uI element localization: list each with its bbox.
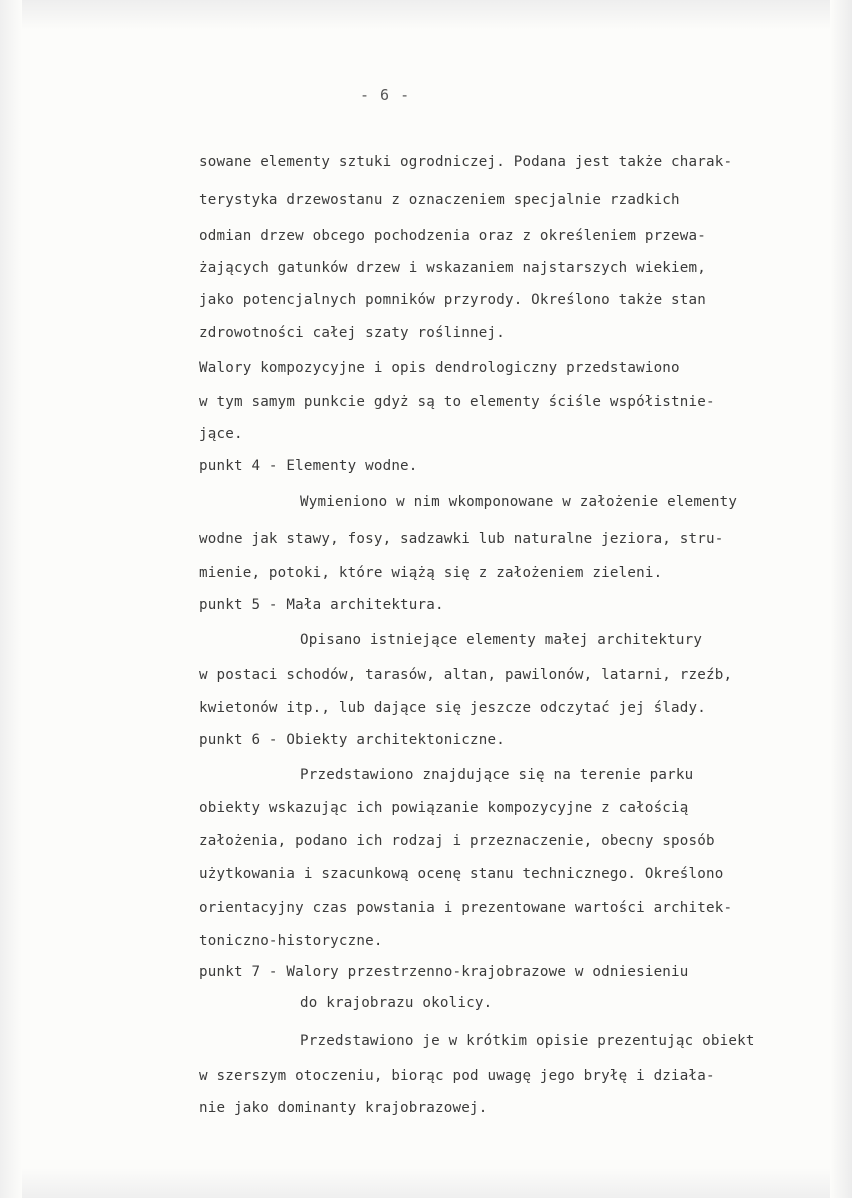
text-line: w postaci schodów, tarasów, altan, pawilonów, latarni, rzeźb, — [199, 667, 733, 683]
text-line: użytkowania i szacunkową ocenę stanu technicznego. Określono — [199, 866, 724, 882]
scan-border-bottom — [0, 1168, 852, 1198]
text-line: Wymieniono w nim wkomponowane w założenie elementy — [300, 494, 738, 510]
text-line: Przedstawiono znajdujące się na terenie parku — [300, 767, 694, 783]
text-line: w szerszym otoczeniu, biorąc pod uwagę jego bryłę i działa- — [199, 1068, 715, 1084]
text-line: zdrowotności całej szaty roślinnej. — [199, 325, 505, 341]
text-line: Walory kompozycyjne i opis dendrologiczny przedstawiono — [199, 360, 680, 376]
text-line: w tym samym punkcie gdyż są to elementy ściśle współistnie- — [199, 394, 715, 410]
text-line: jące. — [199, 426, 243, 442]
text-line: wodne jak stawy, fosy, sadzawki lub naturalne jeziora, stru- — [199, 531, 724, 547]
text-line: jako potencjalnych pomników przyrody. Określono także stan — [199, 292, 707, 308]
text-line: toniczno-historyczne. — [199, 933, 383, 949]
page-number: - 6 - — [360, 86, 411, 104]
text-line: sowane elementy sztuki ogrodniczej. Podana jest także charak- — [199, 154, 733, 170]
text-line: kwietonów itp., lub dające się jeszcze odczytać jej ślady. — [199, 700, 707, 716]
text-line: nie jako dominanty krajobrazowej. — [199, 1100, 488, 1116]
scan-border-left — [0, 0, 22, 1198]
text-line: Opisano istniejące elementy małej architektury — [300, 632, 703, 648]
section-heading-6: punkt 6 - Obiekty architektoniczne. — [199, 732, 505, 748]
section-heading-7: punkt 7 - Walory przestrzenno-krajobrazowe w odniesieniu — [199, 964, 689, 980]
text-line: do krajobrazu okolicy. — [300, 995, 493, 1011]
text-line: Przedstawiono je w krótkim opisie prezentując obiekt — [300, 1033, 755, 1049]
text-line: orientacyjny czas powstania i prezentowane wartości architek- — [199, 900, 733, 916]
section-heading-5: punkt 5 - Mała architektura. — [199, 597, 444, 613]
scan-border-right — [830, 0, 852, 1198]
text-line: założenia, podano ich rodzaj i przeznaczenie, obecny sposób — [199, 833, 715, 849]
text-line: mienie, potoki, które wiążą się z założeniem zieleni. — [199, 565, 663, 581]
text-line: odmian drzew obcego pochodzenia oraz z określeniem przewa- — [199, 228, 707, 244]
text-line: terystyka drzewostanu z oznaczeniem specjalnie rzadkich — [199, 192, 680, 208]
text-line: żających gatunków drzew i wskazaniem najstarszych wiekiem, — [199, 260, 707, 276]
scan-border-top — [0, 0, 852, 30]
text-line: obiekty wskazując ich powiązanie kompozycyjne z całością — [199, 800, 689, 816]
section-heading-4: punkt 4 - Elementy wodne. — [199, 458, 418, 474]
